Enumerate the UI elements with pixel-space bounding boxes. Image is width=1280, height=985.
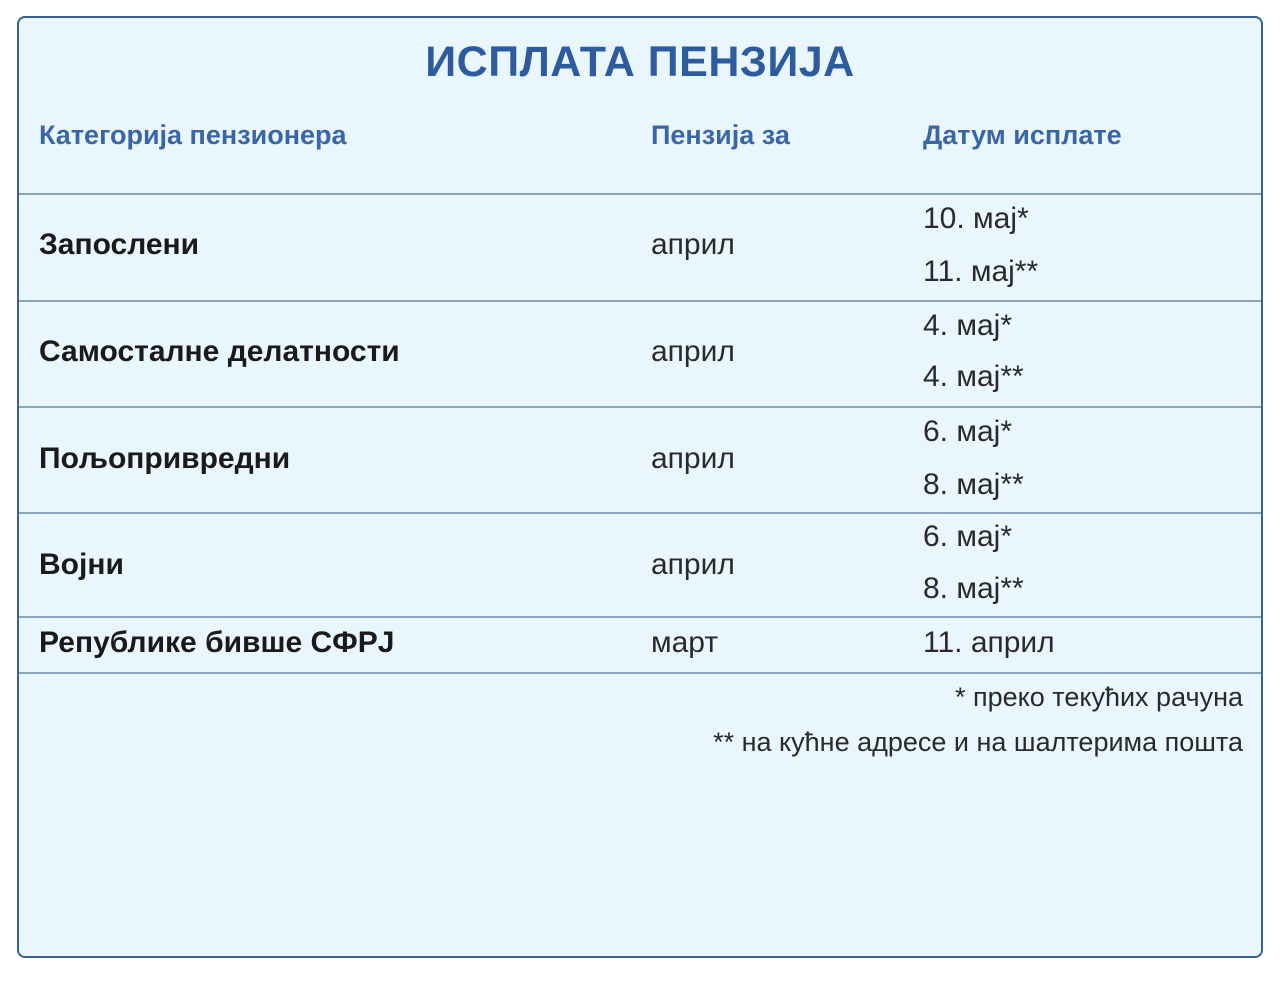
pension-payment-panel — [17, 16, 1263, 958]
payment-date: 11. април — [923, 626, 1055, 659]
pension-for-cell: април — [651, 442, 735, 475]
column-header-pension-for: Пензија за — [651, 120, 790, 150]
pension-for-cell: април — [651, 228, 735, 261]
payment-date-account: 10. мај* — [923, 202, 1029, 235]
pension-for-cell: април — [651, 548, 735, 581]
payment-date-home: 11. мај** — [923, 255, 1039, 288]
category-cell: Републике бивше СФРЈ — [39, 626, 395, 659]
table-row — [19, 514, 1261, 617]
pension-for-cell: април — [651, 335, 735, 368]
payment-date-home: 4. мај** — [923, 360, 1024, 393]
footnote-account: * преко текућих рачуна — [954, 682, 1243, 712]
table-row — [19, 408, 1261, 512]
category-cell: Војни — [39, 548, 124, 581]
table-row — [19, 618, 1261, 672]
payment-date-home: 8. мај** — [923, 468, 1024, 501]
table-row — [19, 195, 1261, 300]
payment-date-account: 4. мај* — [923, 309, 1013, 342]
payment-date-account: 6. мај* — [923, 415, 1013, 448]
column-header-payment-date: Датум исплате — [923, 120, 1122, 150]
category-cell: Самосталне делатности — [39, 335, 400, 368]
pension-for-cell: март — [651, 626, 719, 659]
divider — [19, 672, 1261, 674]
footnote-home-delivery: ** на кућне адресе и на шалтерима пошта — [713, 727, 1243, 757]
table-row — [19, 302, 1261, 406]
page-title: ИСПЛАТА ПЕНЗИЈА — [425, 38, 855, 86]
category-cell: Пољопривредни — [39, 442, 291, 475]
payment-date-account: 6. мај* — [923, 520, 1013, 553]
column-header-category: Категорија пензионера — [39, 120, 347, 150]
category-cell: Запослени — [39, 228, 200, 261]
payment-date-home: 8. мај** — [923, 572, 1024, 605]
